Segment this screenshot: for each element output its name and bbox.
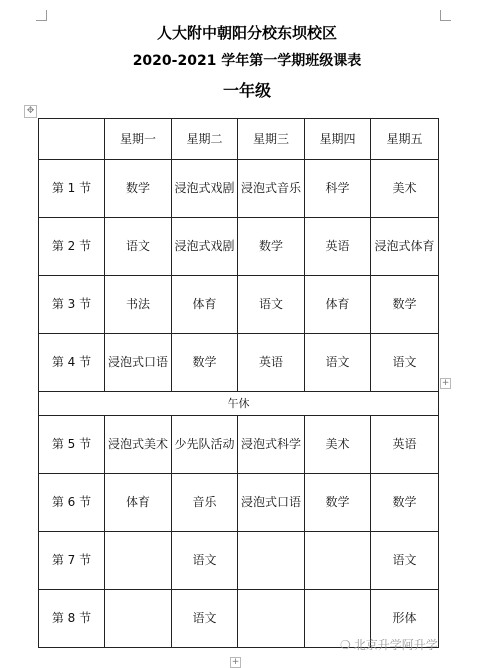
period-row (39, 218, 439, 276)
period-row (39, 416, 439, 474)
course-cell: 浸泡式美术 (105, 416, 172, 474)
course-cell: 形体 (371, 590, 439, 648)
table-move-handle-icon[interactable]: ✥ (24, 105, 37, 118)
course-cell: 音乐 (172, 474, 238, 532)
course-cell: 英语 (305, 218, 371, 276)
course-cell: 科学 (305, 160, 371, 218)
course-cell: 数学 (305, 474, 371, 532)
period-label: 第 1 节 (39, 160, 105, 218)
source-watermark (340, 636, 438, 653)
course-cell: 美术 (371, 160, 439, 218)
period-row (39, 532, 439, 590)
class-schedule-table (38, 118, 439, 648)
period-row (39, 334, 439, 392)
course-cell (238, 532, 305, 590)
course-cell: 语文 (105, 218, 172, 276)
period-label: 第 3 节 (39, 276, 105, 334)
course-cell (238, 590, 305, 648)
course-cell: 数学 (371, 474, 439, 532)
period-row (39, 276, 439, 334)
add-row-icon[interactable]: + (231, 657, 240, 667)
course-cell: 浸泡式戏剧 (172, 218, 238, 276)
page-corner-marker (36, 10, 47, 21)
course-cell: 书法 (105, 276, 172, 334)
course-cell (305, 532, 371, 590)
weekday-header-row (39, 119, 439, 160)
period-label: 第 7 节 (39, 532, 105, 590)
school-name: 人大附中朝阳分校东坝校区 (156, 24, 337, 42)
weekday-header: 星期三 (238, 119, 305, 160)
course-cell: 数学 (172, 334, 238, 392)
course-cell (105, 532, 172, 590)
lunch-break-row (39, 392, 439, 416)
weekday-header: 星期五 (371, 119, 439, 160)
course-cell: 浸泡式戏剧 (172, 160, 238, 218)
course-cell: 数学 (105, 160, 172, 218)
corner-cell (39, 119, 105, 160)
period-row (39, 474, 439, 532)
weekday-header: 星期二 (172, 119, 238, 160)
watermark-text: 北京升学阿升学 (353, 638, 438, 652)
course-cell: 语文 (371, 334, 439, 392)
course-cell: 浸泡式音乐 (238, 160, 305, 218)
course-cell: 语文 (172, 590, 238, 648)
period-label: 第 5 节 (39, 416, 105, 474)
course-cell: 浸泡式体育 (371, 218, 439, 276)
course-cell: 英语 (371, 416, 439, 474)
period-label: 第 2 节 (39, 218, 105, 276)
course-cell (105, 590, 172, 648)
course-cell: 浸泡式科学 (238, 416, 305, 474)
course-cell: 美术 (305, 416, 371, 474)
add-column-icon[interactable]: + (441, 378, 450, 388)
term-title: 2020-2021 学年第一学期班级课表 (132, 53, 362, 69)
course-cell: 体育 (172, 276, 238, 334)
course-cell: 浸泡式口语 (105, 334, 172, 392)
page-corner-marker (440, 10, 451, 21)
course-cell: 少先队活动 (172, 416, 238, 474)
course-cell: 数学 (371, 276, 439, 334)
course-cell: 英语 (238, 334, 305, 392)
course-cell: 语文 (371, 532, 439, 590)
period-label: 第 6 节 (39, 474, 105, 532)
course-cell: 体育 (305, 276, 371, 334)
period-label: 第 4 节 (39, 334, 105, 392)
lunch-break-label: 午休 (39, 392, 439, 416)
course-cell: 语文 (305, 334, 371, 392)
course-cell: 数学 (238, 218, 305, 276)
weekday-header: 星期一 (105, 119, 172, 160)
course-cell: 语文 (238, 276, 305, 334)
period-row (39, 160, 439, 218)
chat-bubble-icon: ❍ (340, 638, 351, 652)
grade-title: 一年级 (222, 81, 271, 100)
course-cell: 浸泡式口语 (238, 474, 305, 532)
course-cell: 体育 (105, 474, 172, 532)
course-cell: 语文 (172, 532, 238, 590)
weekday-header: 星期四 (305, 119, 371, 160)
period-label: 第 8 节 (39, 590, 105, 648)
